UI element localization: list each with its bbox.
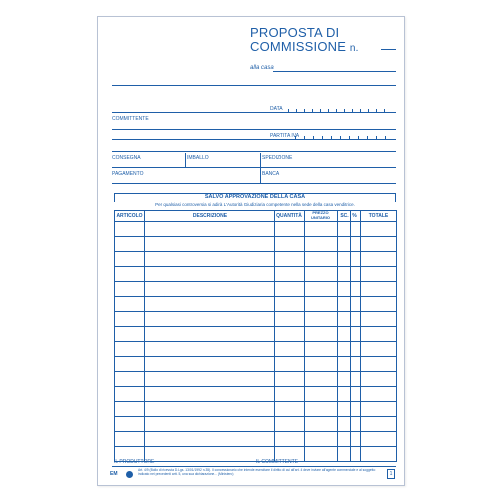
footer-note: Art. 4/9 (Bollo di ricevuta D.Lgs. 13/01/1992 n.35). Il concessionario che intende esercitare il diritto di cui all'art. 4 deve inviare all'agente commerciale e al soggetto indicato nei precedenti artt. 5, una sua dichiarazione... (Ministero) xyxy=(138,468,376,476)
col-articolo: ARTICOLO xyxy=(116,213,143,219)
committente-sign-label: IL COMMITTENTE xyxy=(256,459,299,465)
table-row[interactable] xyxy=(115,341,396,342)
col-descrizione: DESCRIZIONE xyxy=(192,213,228,219)
produttore-label: IL PRODUTTORE xyxy=(114,459,155,465)
title-line-1: PROPOSTA DI xyxy=(250,25,340,40)
data-line[interactable] xyxy=(112,112,396,113)
number-field[interactable] xyxy=(381,49,396,50)
table-row[interactable] xyxy=(115,266,396,267)
table-row[interactable] xyxy=(115,356,396,357)
partita-iva-label: PARTITA IVA xyxy=(270,133,300,139)
col-quantita: QUANTITÀ xyxy=(276,213,302,219)
committente-label: COMMITTENTE xyxy=(112,116,149,122)
alla-casa-label: alla casa xyxy=(250,65,274,71)
divider-consegna-imballo xyxy=(185,153,186,167)
signature-line[interactable] xyxy=(112,466,396,467)
table-row[interactable] xyxy=(115,401,396,402)
consegna-label: CONSEGNA xyxy=(112,155,141,161)
brand-mark: EM xyxy=(110,471,118,477)
partita-iva-line[interactable] xyxy=(112,139,396,140)
col-pct: % xyxy=(352,213,357,219)
col-sep-6 xyxy=(360,211,361,461)
approval-header xyxy=(114,193,396,202)
consegna-line[interactable] xyxy=(112,167,396,168)
imballo-label: IMBALLO xyxy=(187,155,209,161)
alla-casa-line[interactable] xyxy=(273,71,396,72)
table-row[interactable] xyxy=(115,416,396,417)
pagamento-line[interactable] xyxy=(112,183,396,184)
spedizione-label: SPEDIZIONE xyxy=(262,155,293,161)
table-row[interactable] xyxy=(115,431,396,432)
col-prezzo: PREZZO UNITARIO xyxy=(310,210,331,220)
address-line-1[interactable] xyxy=(112,85,396,86)
brand-logo-icon xyxy=(126,471,133,478)
table-row[interactable] xyxy=(115,386,396,387)
form-title xyxy=(250,26,400,56)
title-number-label: n. xyxy=(349,43,359,54)
col-sep-5 xyxy=(350,211,351,461)
col-sep-3 xyxy=(304,211,305,461)
table-row[interactable] xyxy=(115,251,396,252)
order-form-sheet xyxy=(97,16,405,486)
separator-line xyxy=(112,151,396,152)
table-row[interactable] xyxy=(115,281,396,282)
table-row[interactable] xyxy=(115,311,396,312)
pagamento-label: PAGAMENTO xyxy=(112,171,144,177)
title-commissione: COMMISSIONE xyxy=(250,39,347,54)
col-sep-1 xyxy=(144,211,145,461)
table-row[interactable] xyxy=(115,371,396,372)
table-header-line xyxy=(115,221,396,222)
col-sep-2 xyxy=(274,211,275,461)
controversia-note: Per qualsiasi controversia si adirà L'Autorità Giudiziaria competente nella sede della casa venditrice. xyxy=(155,202,355,207)
title-line-2 xyxy=(250,40,400,56)
approval-title: SALVO APPROVAZIONE DELLA CASA xyxy=(204,194,306,200)
table-row[interactable] xyxy=(115,296,396,297)
committente-line[interactable] xyxy=(112,129,396,130)
col-sc: SC. xyxy=(340,213,349,219)
table-row[interactable] xyxy=(115,236,396,237)
page-number: 1 xyxy=(387,469,395,479)
banca-label: BANCA xyxy=(262,171,280,177)
col-totale: TOTALE xyxy=(368,213,389,219)
data-label: DATA xyxy=(270,106,283,112)
col-sep-4 xyxy=(337,211,338,461)
table-row[interactable] xyxy=(115,446,396,447)
table-row[interactable] xyxy=(115,326,396,327)
divider-imballo-spedizione xyxy=(260,153,261,183)
items-table xyxy=(114,210,397,462)
